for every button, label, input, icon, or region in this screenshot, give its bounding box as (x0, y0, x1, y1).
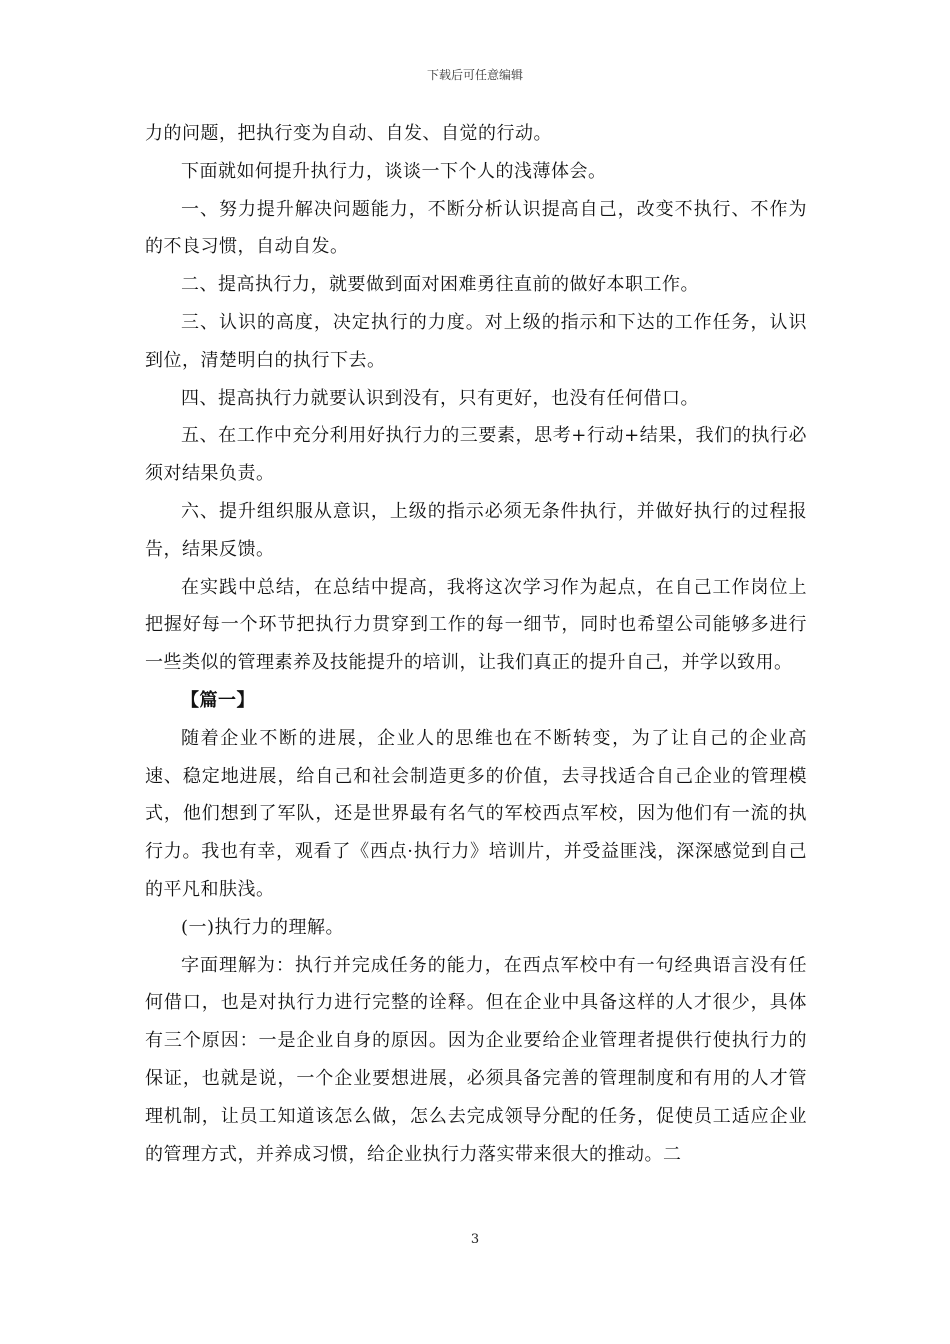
paragraph: 力的问题，把执行变为自动、自发、自觉的行动。 (145, 123, 552, 144)
paragraph: 六、提升组织服从意识，上级的指示必须无条件执行，并做好执行的过程报告，结果反馈。 (145, 500, 807, 560)
paragraph: 一、努力提升解决问题能力，不断分析认识提高自己，改变不执行、不作为的不良习惯，自动自发。 (145, 198, 807, 258)
paragraph: 五、在工作中充分利用好执行力的三要素，思考+行动+结果，我们的执行必须对结果负责。 (145, 425, 807, 485)
paragraph: 随着企业不断的进展，企业人的思维也在不断转变，为了让自己的企业高速、稳定地进展，给自己和社会制造更多的价值，去寻找适合自己企业的管理模式，他们想到了军队，还是世界最有名气的军校西点军校，因为他们有一流的执行力。我也有幸，观看了《西点·执行力》培训片，并受益匪浅，深深感觉到自己的平凡和肤浅。 (145, 727, 807, 900)
paragraph: 二、提高执行力，就要做到面对困难勇往直前的做好本职工作。 (181, 274, 699, 296)
body-text (145, 115, 807, 1173)
page-number: 3 (470, 1232, 480, 1247)
paragraph: 下面就如何提升执行力，谈谈一下个人的浅薄体会。 (181, 160, 607, 182)
section-heading: 【篇一】 (181, 689, 255, 711)
paragraph: 三、认识的高度，决定执行的力度。对上级的指示和下达的工作任务，认识到位，清楚明白的执行下去。 (145, 311, 807, 371)
subheading: (一)执行力的理解。 (181, 916, 345, 938)
paragraph: 在实践中总结，在总结中提高，我将这次学习作为起点，在自己工作岗位上把握好每一个环节把执行力贯穿到工作的每一细节，同时也希望公司能够多进行一些类似的管理素养及技能提升的培训，让我们真正的提升自己，并学以致用。 (145, 576, 807, 674)
paragraph: 字面理解为：执行并完成任务的能力，在西点军校中有一句经典语言没有任何借口，也是对执行力进行完整的诠释。但在企业中具备这样的人才很少，具体有三个原因：一是企业自身的原因。因为企业要给企业管理者提供行使执行力的保证，也就是说，一个企业要想进展，必须具备完善的管理制度和有用的人才管理机制，让员工知道该怎么做，怎么去完成领导分配的任务，促使员工适应企业的管理方式，并养成习惯，给企业执行力落实带来很大的推动。二 (145, 954, 807, 1165)
paragraph: 四、提高执行力就要认识到没有，只有更好，也没有任何借口。 (181, 387, 699, 409)
page-header: 下载后可任意编辑 (426, 68, 523, 82)
